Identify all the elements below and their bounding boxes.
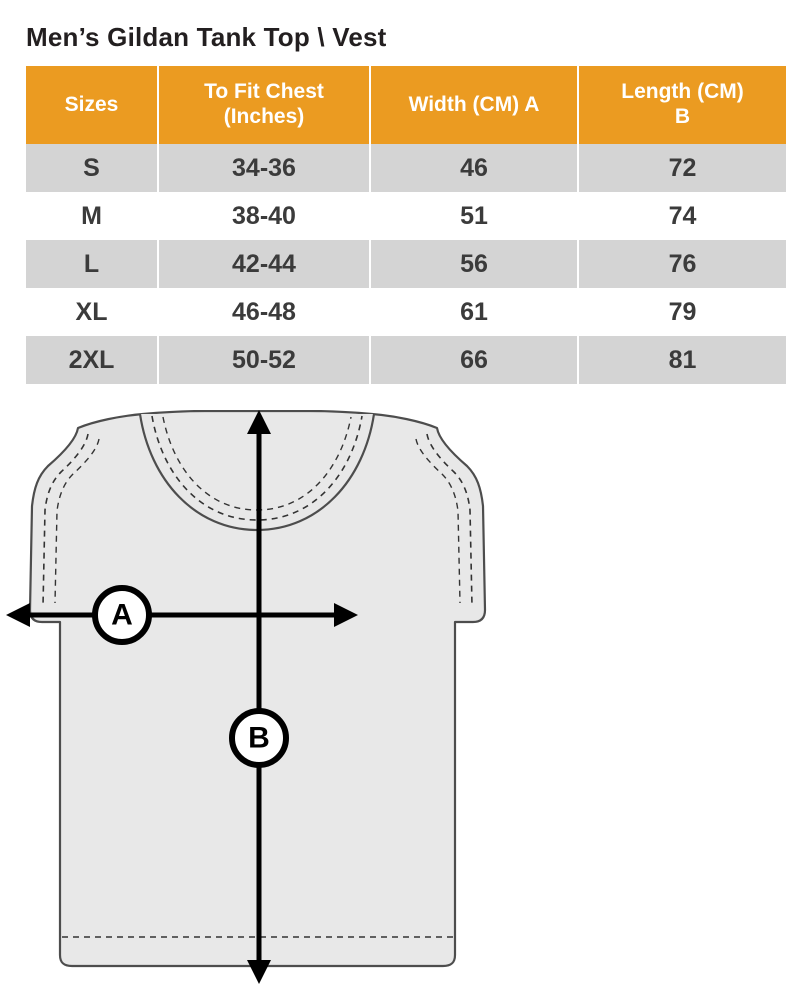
table-row [26, 336, 786, 384]
table-row [26, 288, 786, 336]
column-header-sizes-line1: Sizes [64, 92, 119, 116]
column-header-length-line1: Length (CM) [621, 80, 744, 104]
column-header-sizes [26, 66, 158, 144]
table-row [26, 192, 786, 240]
cell-chest: 42-44 [158, 240, 370, 288]
garment-diagram [0, 410, 812, 1000]
cell-chest: 46-48 [158, 288, 370, 336]
cell-chest: 34-36 [158, 144, 370, 192]
cell-size: L [26, 240, 158, 288]
cell-width: 46 [370, 144, 578, 192]
cell-length: 76 [578, 240, 786, 288]
column-header-width [370, 66, 578, 144]
column-header-length-line2: B [674, 105, 691, 128]
cell-chest: 50-52 [158, 336, 370, 384]
page-title: Men’s Gildan Tank Top \ Vest [26, 22, 387, 52]
cell-size: XL [26, 288, 158, 336]
cell-size: M [26, 192, 158, 240]
column-header-chest-line1: To Fit Chest [204, 80, 324, 104]
table-header [26, 66, 786, 144]
cell-length: 79 [578, 288, 786, 336]
cell-length: 81 [578, 336, 786, 384]
cell-width: 56 [370, 240, 578, 288]
cell-size: 2XL [26, 336, 158, 384]
table-body [26, 144, 786, 384]
cell-width: 61 [370, 288, 578, 336]
cell-length: 72 [578, 144, 786, 192]
column-header-width-line1: Width (CM) A [408, 92, 540, 116]
cell-size: S [26, 144, 158, 192]
column-header-chest [158, 66, 370, 144]
cell-chest: 38-40 [158, 192, 370, 240]
size-chart-table [26, 66, 786, 384]
table-row [26, 240, 786, 288]
width-marker-label: A [111, 598, 133, 632]
table-header-row [26, 66, 786, 144]
cell-width: 66 [370, 336, 578, 384]
cell-width: 51 [370, 192, 578, 240]
column-header-length [578, 66, 786, 144]
table-row [26, 144, 786, 192]
column-header-chest-line2: (Inches) [223, 105, 305, 128]
length-marker-label: B [248, 721, 270, 755]
cell-length: 74 [578, 192, 786, 240]
